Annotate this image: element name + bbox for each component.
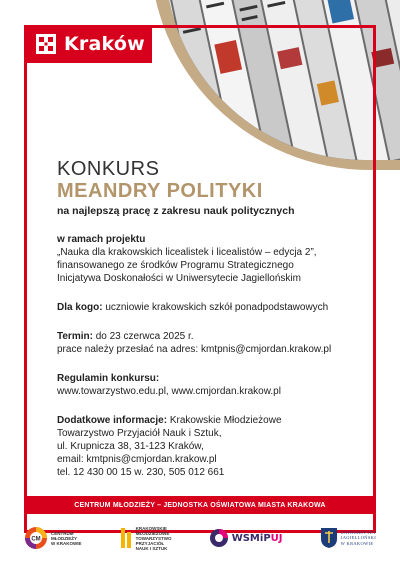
title-konkurs: KONKURS	[57, 158, 160, 180]
audience-text: uczniowie krakowskich szkół ponadpodstawowych	[105, 302, 329, 313]
info-section	[57, 414, 372, 479]
project-line1: „Nauka dla krakowskich licealistek i licealistów – edycja 2”,	[57, 247, 317, 258]
cm-logo-mark: CM	[31, 536, 41, 543]
deadline-email: prace należy przesłać na adres: kmtpnis@cmjordan.krakow.pl	[57, 344, 332, 355]
krakow-crest-icon	[36, 34, 56, 54]
partner-wsmip	[209, 528, 283, 548]
rules-section	[57, 372, 372, 398]
deadline-label: Termin:	[57, 331, 93, 342]
kmtpnis-logo-icon	[119, 526, 133, 550]
info-line2: Towarzystwo Przyjaciół Nauk i Sztuk,	[57, 428, 222, 439]
info-label: Dodatkowe informacje:	[57, 415, 168, 426]
audience-label: Dla kogo:	[57, 302, 103, 313]
project-heading: w ramach projektu	[57, 234, 146, 245]
krakow-logo	[24, 25, 152, 63]
rules-label: Regulamin konkursu:	[57, 373, 160, 384]
wsmip-logo-icon	[209, 528, 229, 548]
project-line3: Inicjatywa Doskonałości w Uniwersytecie Jagiellońskim	[57, 273, 301, 284]
partner-logos	[24, 521, 376, 555]
wsmip-logo-text: WSMiPUJ	[231, 532, 283, 544]
brand-name: Kraków	[64, 33, 145, 55]
deadline-section	[57, 330, 372, 356]
info-email[interactable]: email: kmtpnis@cmjordan.krakow.pl	[57, 454, 217, 465]
info-line1: Krakowskie Młodzieżowe	[169, 415, 282, 426]
project-line2: finansowanego ze środków Programu Strategicznego	[57, 260, 294, 271]
title-subtitle: na najlepszą pracę z zakresu nauk politycznych	[57, 205, 295, 217]
info-phone: tel. 12 430 00 15 w. 230, 505 012 661	[57, 467, 225, 478]
cm-logo-text: CENTRUM MŁODZIEŻY W KRAKOWIE	[51, 530, 82, 546]
main-content	[57, 158, 372, 479]
info-line3: ul. Krupnicza 38, 31-123 Kraków,	[57, 441, 204, 452]
partner-kmtpnis	[119, 526, 172, 551]
cm-logo-icon	[24, 526, 48, 550]
kmtpnis-logo-text: KRAKOWSKIE MŁODZIEŻOWE TOWARZYSTWO PRZYJACIÓŁ NAUK I SZTUK	[135, 525, 172, 551]
title-meandry: MEANDRY POLITYKI	[57, 180, 263, 202]
deadline-text: do 23 czerwca 2025 r.	[95, 331, 194, 342]
partner-uj	[320, 527, 376, 549]
audience-section	[57, 301, 372, 314]
uj-logo-text: UNIWERSYTET JAGIELLOŃSKI W KRAKOWIE	[340, 529, 376, 546]
partner-cm	[24, 526, 82, 550]
footer-bar: CENTRUM MŁODZIEŻY – JEDNOSTKA OŚWIATOWA MIASTA KRAKOWA	[24, 496, 376, 514]
rules-links[interactable]: www.towarzystwo.edu.pl, www.cmjordan.krakow.pl	[57, 386, 281, 397]
uj-crest-icon	[320, 527, 338, 549]
project-section	[57, 233, 372, 285]
